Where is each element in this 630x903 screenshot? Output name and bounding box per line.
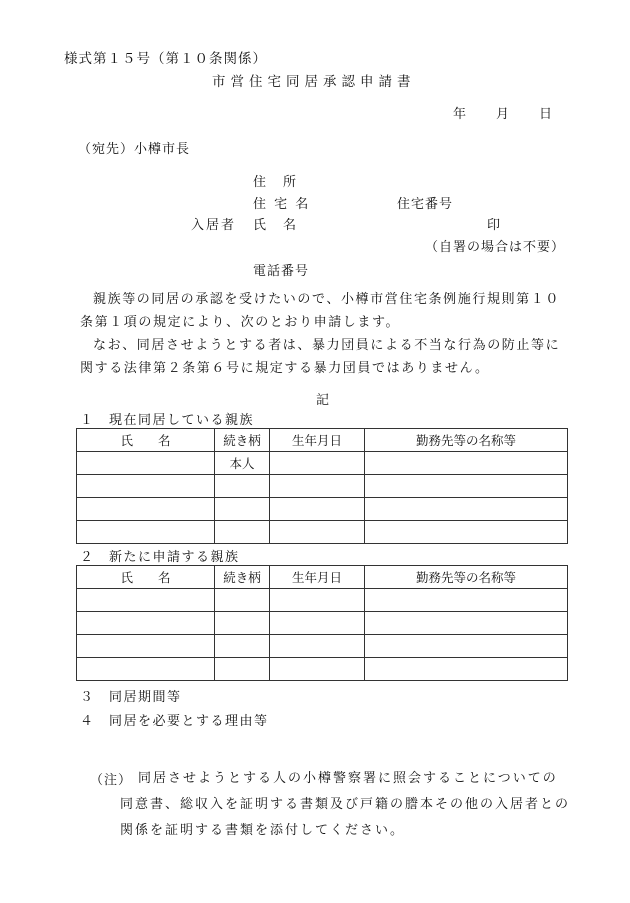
note-text: 同居させようとする人の小樽警察署に照会することについての同意書、総収入を証明する書類及び戸籍の謄本その他の入居者との関係を証明する書類を添付してください。 xyxy=(120,771,571,838)
workplace-cell[interactable] xyxy=(365,475,568,498)
birthdate-cell[interactable] xyxy=(270,521,365,544)
workplace-cell[interactable] xyxy=(365,612,568,635)
relation-cell[interactable] xyxy=(215,498,270,521)
name-cell[interactable] xyxy=(77,475,215,498)
header-relation: 続き柄 xyxy=(215,429,270,452)
workplace-cell[interactable] xyxy=(365,589,568,612)
name-cell[interactable] xyxy=(77,521,215,544)
table-row xyxy=(77,635,568,658)
table-row xyxy=(77,658,568,681)
new-family-table xyxy=(76,565,568,681)
name-cell[interactable] xyxy=(77,498,215,521)
note-label: （注） xyxy=(90,773,133,788)
seal-label: 印 xyxy=(487,218,501,233)
table-header-row xyxy=(77,429,568,452)
table-row xyxy=(77,589,568,612)
name-cell[interactable] xyxy=(77,612,215,635)
relation-cell[interactable] xyxy=(215,658,270,681)
table-row xyxy=(77,475,568,498)
name-label: 氏 名 xyxy=(253,218,299,233)
workplace-cell[interactable] xyxy=(365,521,568,544)
relation-cell[interactable] xyxy=(215,635,270,658)
birthdate-cell[interactable] xyxy=(270,658,365,681)
table-row xyxy=(77,521,568,544)
date-year: 年 xyxy=(453,107,467,122)
birthdate-cell[interactable] xyxy=(270,589,365,612)
table-header-row xyxy=(77,566,568,589)
header-birthdate: 生年月日 xyxy=(270,429,365,452)
table-row xyxy=(77,612,568,635)
name-cell[interactable] xyxy=(77,635,215,658)
name-cell[interactable] xyxy=(77,589,215,612)
relation-cell[interactable] xyxy=(215,475,270,498)
date-day: 日 xyxy=(539,107,553,122)
section2-heading: ２ 新たに申請する親族 xyxy=(80,550,240,565)
table-row xyxy=(77,498,568,521)
header-birthdate: 生年月日 xyxy=(270,566,365,589)
birthdate-cell[interactable] xyxy=(270,475,365,498)
table-row xyxy=(77,452,568,475)
housing-name-label: 住 宅 名 xyxy=(253,197,311,212)
header-name: 氏 名 xyxy=(77,429,215,452)
date-month: 月 xyxy=(496,107,510,122)
section4-heading: ４ 同居を必要とする理由等 xyxy=(80,714,269,729)
phone-label: 電話番号 xyxy=(253,264,310,279)
birthdate-cell[interactable] xyxy=(270,498,365,521)
housing-number-label: 住宅番号 xyxy=(397,197,454,212)
ki-label: 記 xyxy=(316,393,330,408)
workplace-cell[interactable] xyxy=(365,498,568,521)
tenant-label: 入居者 xyxy=(191,218,237,233)
current-family-table xyxy=(76,428,568,544)
document-title: 市営住宅同居承認申請書 xyxy=(212,74,416,90)
body-paragraph-2: なお、同居させようとする者は、暴力団員による不当な行為の防止等に関する法律第２条第６号に規定する暴力団員ではありません。 xyxy=(80,338,561,376)
section1-heading: １ 現在同居している親族 xyxy=(80,413,255,428)
name-cell[interactable] xyxy=(77,658,215,681)
birthdate-cell[interactable] xyxy=(270,452,365,475)
relation-cell[interactable] xyxy=(215,521,270,544)
header-name: 氏 名 xyxy=(77,566,215,589)
header-workplace: 勤務先等の名称等 xyxy=(365,429,568,452)
section3-heading: ３ 同居期間等 xyxy=(80,690,182,705)
address-label: 住 所 xyxy=(253,175,299,190)
form-number: 様式第１５号（第１０条関係） xyxy=(64,51,267,67)
workplace-cell[interactable] xyxy=(365,452,568,475)
addressee: （宛先）小樽市長 xyxy=(78,142,191,157)
relation-cell[interactable] xyxy=(215,612,270,635)
header-workplace: 勤務先等の名称等 xyxy=(365,566,568,589)
name-cell[interactable] xyxy=(77,452,215,475)
seal-note: （自署の場合は不要） xyxy=(425,240,566,255)
relation-cell[interactable] xyxy=(215,589,270,612)
workplace-cell[interactable] xyxy=(365,635,568,658)
workplace-cell[interactable] xyxy=(365,658,568,681)
header-relation: 続き柄 xyxy=(215,566,270,589)
birthdate-cell[interactable] xyxy=(270,612,365,635)
birthdate-cell[interactable] xyxy=(270,635,365,658)
body-paragraph-1: 親族等の同居の承認を受けたいので、小樽市営住宅条例施行規則第１０条第１項の規定により、次のとおり申請します。 xyxy=(80,292,560,330)
relation-cell: 本人 xyxy=(215,452,270,475)
